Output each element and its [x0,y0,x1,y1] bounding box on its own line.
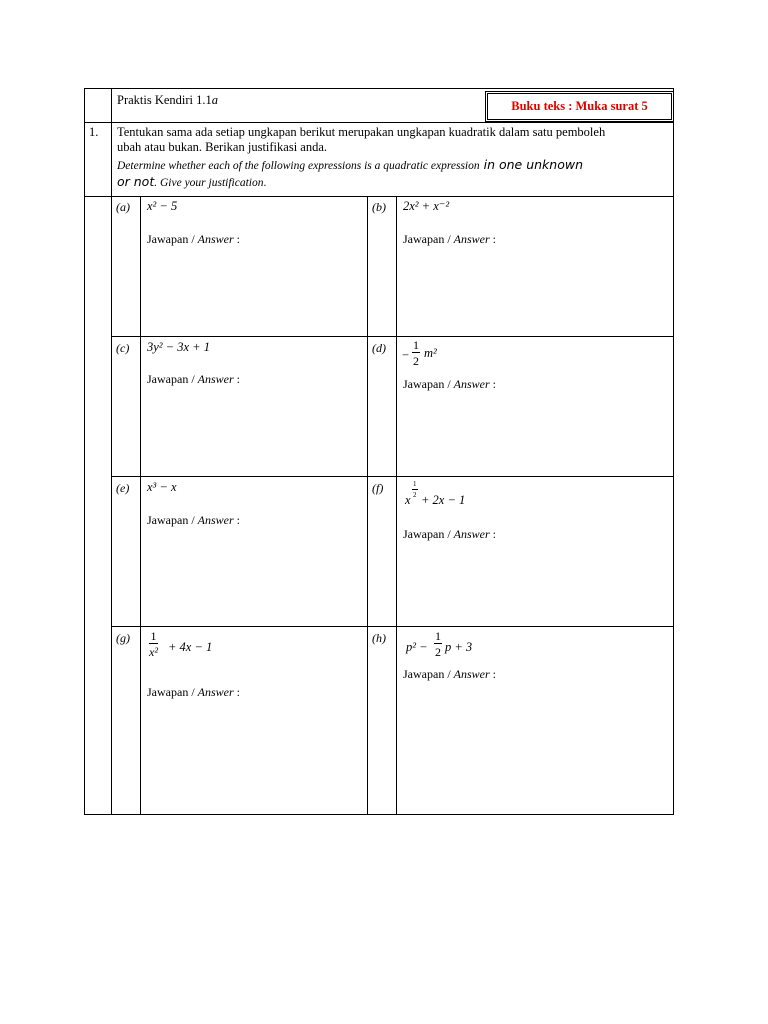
answer-label-c: Jawapan / Answer : [147,372,240,386]
instruction-english-line1 [117,157,583,174]
answer-space-b[interactable] [401,252,669,332]
expression-e: x³ − x [147,480,177,494]
table-divider-middle [367,196,368,815]
table-divider-row1 [111,336,674,337]
exercise-title-text: Praktis Kendiri 1.1 [117,93,212,107]
answer-space-c[interactable] [145,392,363,472]
table-border-left [84,88,85,815]
item-label-b: (b) [372,200,386,214]
item-label-a: (a) [116,200,130,214]
answer-space-h[interactable] [401,687,669,809]
answer-label-d: Jawapan / Answer : [403,377,496,391]
expression-h-numerator: 1 [435,629,441,643]
table-border-right [673,88,674,815]
answer-space-d[interactable] [401,396,669,472]
answer-label-h: Jawapan / Answer : [403,667,496,681]
table-divider-header [84,122,674,123]
expression-f-exponent [412,481,418,499]
answer-label-e: Jawapan / Answer : [147,513,240,527]
expression-g-denominator: x² [149,645,158,659]
exercise-title [117,93,218,108]
table-border-bottom [84,814,674,815]
instruction-english-text-5: . [263,177,267,189]
expression-b: 2x² + x⁻² [403,199,450,213]
exercise-title-suffix: a [211,93,219,107]
expression-g-numerator: 1 [150,629,157,643]
answer-label-a: Jawapan / Answer : [147,232,240,246]
textbook-reference-box [487,93,672,120]
question-number: 1. [89,125,99,139]
expression-c: 3y² − 3x + 1 [147,340,210,354]
expression-f-exponent-numerator: 1 [413,480,417,488]
answer-label-b: Jawapan / Answer : [403,232,496,246]
table-divider-row2 [111,476,674,477]
instruction-malay-line2: ubah atau bukan. Berikan justifikasi anda. [117,140,328,154]
expression-f-base: x [405,493,411,507]
expression-d-sign: − [402,348,410,362]
expression-f-exponent-denominator: 2 [413,491,417,499]
answer-label-f: Jawapan / Answer : [403,527,496,541]
item-label-h: (h) [372,631,386,645]
item-label-e: (e) [116,481,130,495]
expression-g-fraction [149,630,158,658]
table-divider-label-col-right [396,196,397,815]
instruction-english-text-2: in one unknown [479,157,584,172]
expression-h-start: p² − [406,640,428,654]
expression-d-fraction [412,339,420,367]
answer-space-f[interactable] [401,547,669,621]
expression-h-fraction [434,630,442,658]
instruction-english-text-1: Determine whether each of the following expressions is a quadratic expression [117,160,480,172]
expression-d-variable: m² [424,346,437,360]
table-divider-instructions [84,196,674,197]
instruction-malay-line1: Tentukan sama ada setiap ungkapan berikut merupakan ungkapan kuadratik dalam satu pemboleh [117,125,606,139]
instruction-english-text-3: or not [117,174,155,189]
table-border-top [84,88,674,89]
answer-space-e[interactable] [145,533,363,621]
item-label-f: (f) [372,481,384,495]
answer-space-a[interactable] [145,252,363,332]
expression-g-rest: + 4x − 1 [168,640,213,654]
item-label-g: (g) [116,631,130,645]
expression-d-denominator: 2 [413,354,419,368]
answer-label-g: Jawapan / Answer : [147,685,240,699]
item-label-d: (d) [372,341,386,355]
instruction-english-line2 [117,174,266,191]
textbook-reference: Buku teks : Muka surat 5 [511,99,648,113]
instruction-english-text-4: . Give your justification [154,177,264,189]
expression-h-denominator: 2 [435,645,441,659]
expression-f-rest: + 2x − 1 [421,493,466,507]
expression-h-rest: p + 3 [445,640,473,654]
table-divider-label-col-left [140,196,141,815]
expression-a: x² − 5 [147,199,178,213]
answer-space-g[interactable] [145,705,363,809]
table-divider-number-col [111,88,112,815]
item-label-c: (c) [116,341,130,355]
table-divider-row3 [111,626,674,627]
expression-d-numerator: 1 [413,338,419,352]
